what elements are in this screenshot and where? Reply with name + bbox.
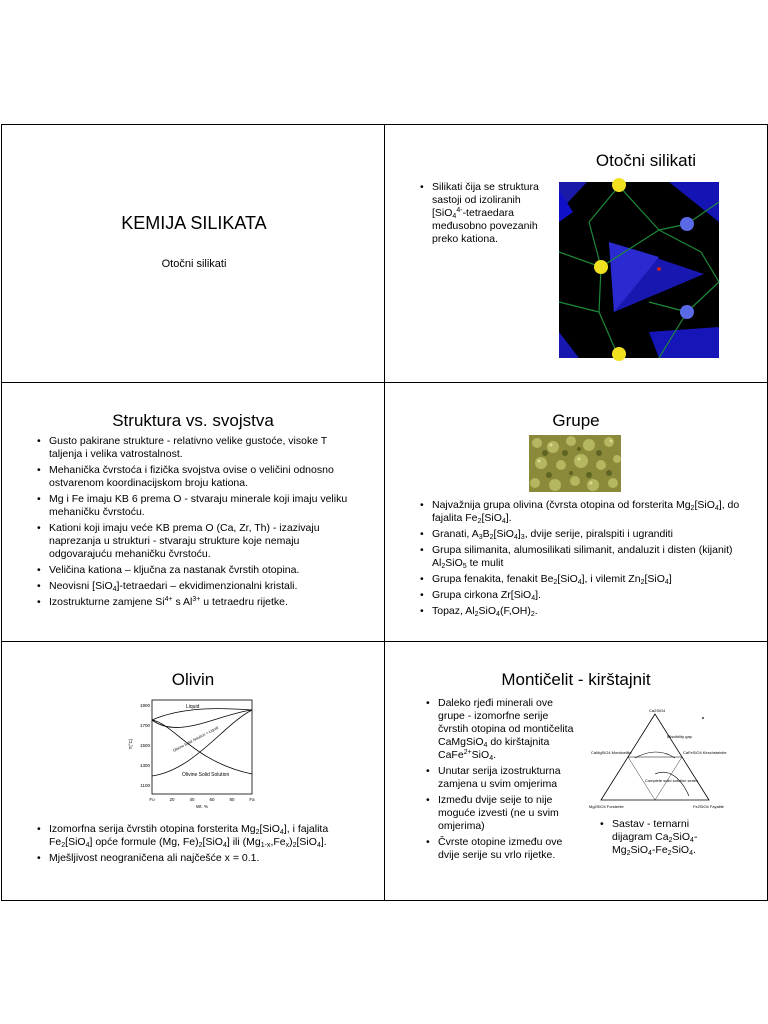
list-item: • Kationi koji imaju veće KB prema O (Ca, Zr, Th) - izazivaju naprezanja u strukturi - stvaraju strukture koje nemaju odgovarajuću mehaničku čvrstoću. xyxy=(36,522,361,561)
complete-series-label: Complete solid solution series xyxy=(645,778,699,783)
slide-5-title: Olivin xyxy=(171,670,215,689)
list-item: • Daleko rjeđi minerali ove grupe - izomorfne serije čvrstih otopina od montičelita CaMgSiO$_4$ do kirštajnita CaFe$^{2+}$SiO$_4$. xyxy=(425,697,575,762)
solid-label: Olivine Solid Solution xyxy=(182,772,230,778)
apex-label: Ca2SiO4 xyxy=(649,708,666,713)
list-item: • Veličina kationa – ključna za nastanak čvrstih otopina. xyxy=(36,564,361,577)
olivine-crystals-photo xyxy=(529,435,621,492)
mixed-region-label: Olivine Solid Solution + Liquid xyxy=(172,725,219,753)
slide-6-bullets xyxy=(425,697,575,865)
olivine-phase-diagram xyxy=(124,694,264,814)
slide-2-bullets xyxy=(419,181,539,249)
x-tick: Fa xyxy=(249,797,255,802)
slide-2-title: Otočni silikati xyxy=(595,151,697,170)
list-item: • Granati, $A_3B_2[SiO_4]_3$, dvije serije, piralspiti i ugranditi xyxy=(419,528,744,541)
list-item: • Izostrukturne zamjene $Si^{4+}$ s $Al^{3+}$ u tetraedru rijetke. xyxy=(36,596,361,609)
liquid-label: Liquid xyxy=(186,704,200,710)
fayalite-label: Fe2SiO4 Fayalite xyxy=(693,804,724,809)
list-item: • Topaz, $Al_2SiO_4(F,OH)_2$. xyxy=(419,605,744,618)
y-tick: 1900 xyxy=(139,703,150,708)
y-tick: 1500 xyxy=(139,743,150,748)
list-item: • Između dvije seije to nije moguće izvesti (ne u svim omjerima) xyxy=(425,794,575,833)
y-tick: 1100 xyxy=(140,783,150,788)
gap-label: Miscibility gap xyxy=(667,734,692,739)
slide-1-subtitle: Otočni silikati xyxy=(161,258,227,270)
x-tick: 40 xyxy=(189,797,195,802)
x-tick: Fo xyxy=(149,797,155,802)
crystal-structure-image xyxy=(559,182,719,358)
list-item: • Čvrste otopine između ove dvije serije su vrlo rijetke. xyxy=(425,836,575,862)
list-item: • Neovisni [SiO$_4$]-tetraedari – ekvidimenzionalni kristali. xyxy=(36,580,361,593)
list-item: • Najvažnija grupa olivina (čvrsta otopina od forsterita $Mg_2[SiO_4]$, do fajalita $Fe_2[SiO_4]$. xyxy=(419,499,744,525)
slide-3 xyxy=(1,382,385,642)
slide-5 xyxy=(1,641,385,901)
slide-4-title: Grupe xyxy=(552,411,600,430)
slide-6-title: Montičelit - kirštajnit xyxy=(501,670,651,689)
list-item: • Mješljivost neograničena ali najčešće x = 0.1. xyxy=(36,852,361,865)
y-tick: 1700 xyxy=(139,723,150,728)
list-item: • Grupa silimanita, alumosilikati silimanit, andaluzit i disten (kijanit) $Al_2SiO_5$ te mulit xyxy=(419,544,744,570)
slide-6-side-bullet xyxy=(599,818,709,860)
list-item: • Silikati čija se struktura sastoji od izoliranih [SiO$_4^{4-}$-tetraedara međusobno povezanih preko kationa. xyxy=(419,181,539,246)
slide-1-title: KEMIJA SILIKATA xyxy=(121,213,267,233)
monticellite-label: CaMgSiO4 Monticellite xyxy=(591,750,632,755)
y-tick: 1300 xyxy=(139,763,150,768)
slide-4-bullets xyxy=(419,499,744,621)
x-axis-label: Wt. % xyxy=(196,804,208,809)
list-item: • Izomorfna serija čvrstih otopina forsterita $Mg_2[SiO_4]$, i fajalita $Fe_2[SiO_4]$ opće formule (Mg, $Fe)_2[SiO_4]$ ili $(Mg_{1-x},Fe_x)_2[SiO_4]$. xyxy=(36,823,361,849)
slide-1 xyxy=(1,124,385,383)
list-item: • Mg i Fe imaju KB 6 prema O - stvaraju minerale koji imaju veliku mehaničku čvrstoću. xyxy=(36,493,361,519)
slide-4 xyxy=(384,382,768,642)
list-item: • Gusto pakirane strukture - relativno velike gustoće, visoke T taljenja i velika vatrostalnost. xyxy=(36,435,361,461)
x-tick: 20 xyxy=(169,797,175,802)
x-tick: 80 xyxy=(229,797,235,802)
forsterite-label: Mg2SiO4 Forsterite xyxy=(589,804,624,809)
list-item: • Sastav - ternarni dijagram $Ca_2SiO_4-Mg_2SiO_4-Fe_2SiO_4$. xyxy=(599,818,709,857)
ternary-diagram xyxy=(589,704,727,814)
list-item: • Grupa cirkona Zr[SiO$_4$]. xyxy=(419,589,744,602)
list-item: • Unutar serija izostrukturna zamjena u svim omjerima xyxy=(425,765,575,791)
x-tick: 60 xyxy=(209,797,215,802)
kirschsteinite-label: CaFeSiO4 Kirschsteinite xyxy=(683,750,727,755)
list-item: • Grupa fenakita, fenakit $Be_2[SiO_4]$, i vilemit $Zn_2[SiO_4]$ xyxy=(419,573,744,586)
slide-3-bullets xyxy=(36,435,361,612)
slide-2 xyxy=(384,124,768,383)
list-item: • Mehanička čvrstoća i fizička svojstva ovise o veličini odnosno ostvarenom koordinacijskom broju kationa. xyxy=(36,464,361,490)
slide-6 xyxy=(384,641,768,901)
y-axis-label: T(°C) xyxy=(128,738,133,750)
slide-5-bullets xyxy=(36,823,361,868)
slide-3-title: Struktura vs. svojstva xyxy=(112,411,274,430)
